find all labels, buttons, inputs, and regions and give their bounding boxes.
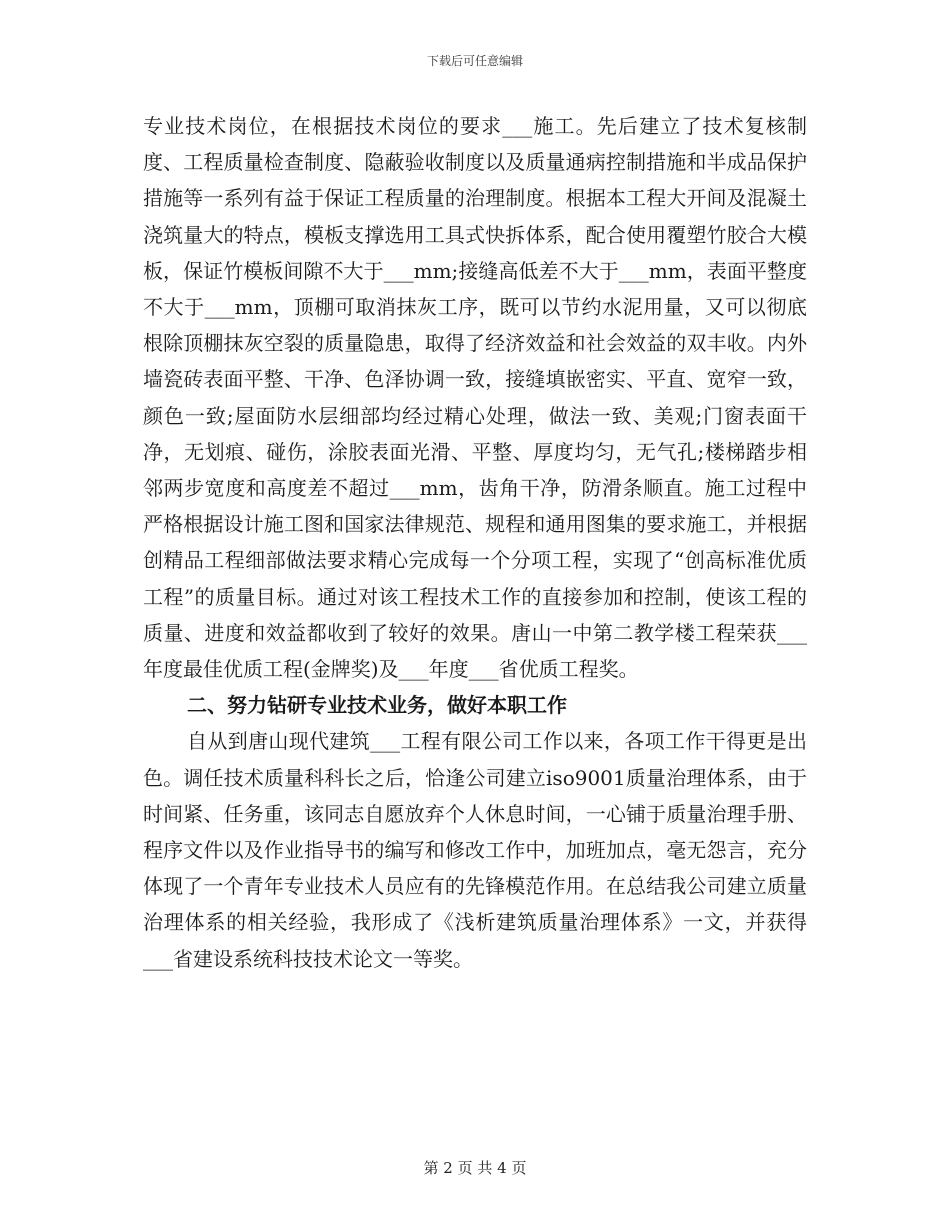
page-header: 下载后可任意编辑 (426, 54, 523, 68)
paragraph-2: 自从到唐山现代建筑___工程有限公司工作以来，各项工作干得更是出色。调任技术质量科科长之后，恰逢公司建立iso9001质量治理体系，由于时间紧、任务重，该同志自愿放弃个人休息时间，一心铺于质量治理手册、程序文件以及作业指导书的编写和修改工作中，加班加点，毫无怨言，充分体现了一个青年专业技术人员应有的先锋模范作用。在总结我公司建立质量治理体系的相关经验，我形成了《浅析建筑质量治理体系》一文，并获得___省建设系统科技技术论文一等奖。 (143, 729, 807, 971)
section-heading-2: 二、努力钻研专业技术业务，做好本职工作 (187, 693, 567, 718)
paragraph-1: 专业技术岗位，在根据技术岗位的要求___施工。先后建立了技术复核制度、工程质量检查制度、隐蔽验收制度以及质量通病控制措施和半成品保护措施等一系列有益于保证工程质量的治理制度。根据本工程大开间及混凝土浇筑量大的特点，模板支撑选用工具式快拆体系，配合使用覆塑竹胶合大模板，保证竹模板间隙不大于___mm;接缝高低差不大于___mm，表面平整度不大于___mm，顶棚可取消抹灰工序，既可以节约水泥用量，又可以彻底根除顶棚抹灰空裂的质量隐患，取得了经济效益和社会效益的双丰收。内外墙瓷砖表面平整、干净、色泽协调一致，接缝填嵌密实、平直、宽窄一致，颜色一致;屋面防水层细部均经过精心处理，做法一致、美观;门窗表面干净，无划痕、碰伤，涂胶表面光滑、平整、厚度均匀，无气孔;楼梯踏步相邻两步宽度和高度差不超过___mm，齿角干净，防滑条顺直。施工过程中严格根据设计施工图和国家法律规范、规程和通用图集的要求施工，并根据创精品工程细部做法要求精心完成每一个分项工程，实现了“创高标准优质工程”的质量目标。通过对该工程技术工作的直接参加和控制，使该工程的质量、进度和效益都收到了较好的效果。唐山一中第二教学楼工程荣获___年度最佳优质工程(金牌奖)及___年度___省优质工程奖。 (143, 114, 807, 682)
document-body (143, 108, 807, 977)
page-footer: 第 2 页 共 4 页 (423, 1159, 527, 1177)
